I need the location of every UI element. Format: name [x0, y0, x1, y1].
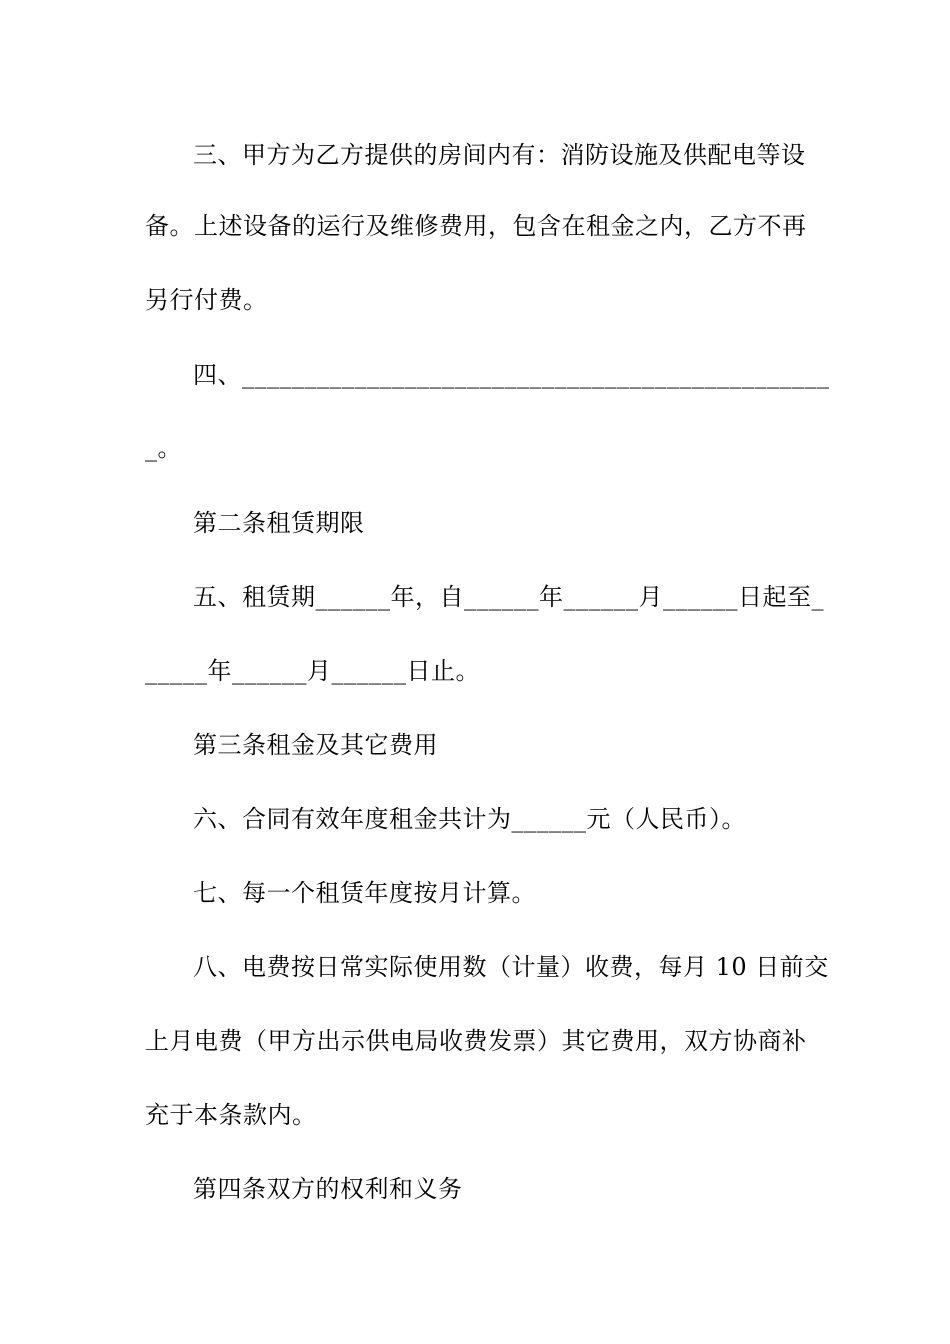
clause-4-line-1: 四、_______________________________________________ [193, 361, 830, 389]
clause-5-line-2: _____年______月______日止。 [145, 657, 480, 685]
section-3-heading: 第三条租金及其它费用 [193, 731, 438, 759]
section-4-heading: 第四条双方的权利和义务 [193, 1175, 463, 1203]
clause-6-line-1: 六、合同有效年度租金共计为______元（人民币）。 [193, 805, 746, 833]
clause-3-line-3: 另行付费。 [145, 286, 268, 314]
clause-8-line-2: 上月电费（甲方出示供电局收费发票）其它费用，双方协商补 [145, 1027, 807, 1055]
clause-4-line-2: _。 [145, 434, 182, 462]
clause-5-line-1: 五、租赁期______年，自______年______月______日起至_ [193, 583, 824, 611]
clause-7-line-1: 七、每一个租赁年度按月计算。 [193, 879, 536, 907]
clause-3-line-2: 备。上述设备的运行及维修费用，包含在租金之内，乙方不再 [145, 212, 807, 240]
section-2-heading: 第二条租赁期限 [193, 509, 365, 537]
clause-3-line-1: 三、甲方为乙方提供的房间内有：消防设施及供配电等设 [193, 141, 806, 169]
clause-8-line-3: 充于本条款内。 [145, 1101, 317, 1129]
clause-8-line-1: 八、电费按日常实际使用数（计量）收费，每月 10 日前交 [193, 953, 829, 981]
